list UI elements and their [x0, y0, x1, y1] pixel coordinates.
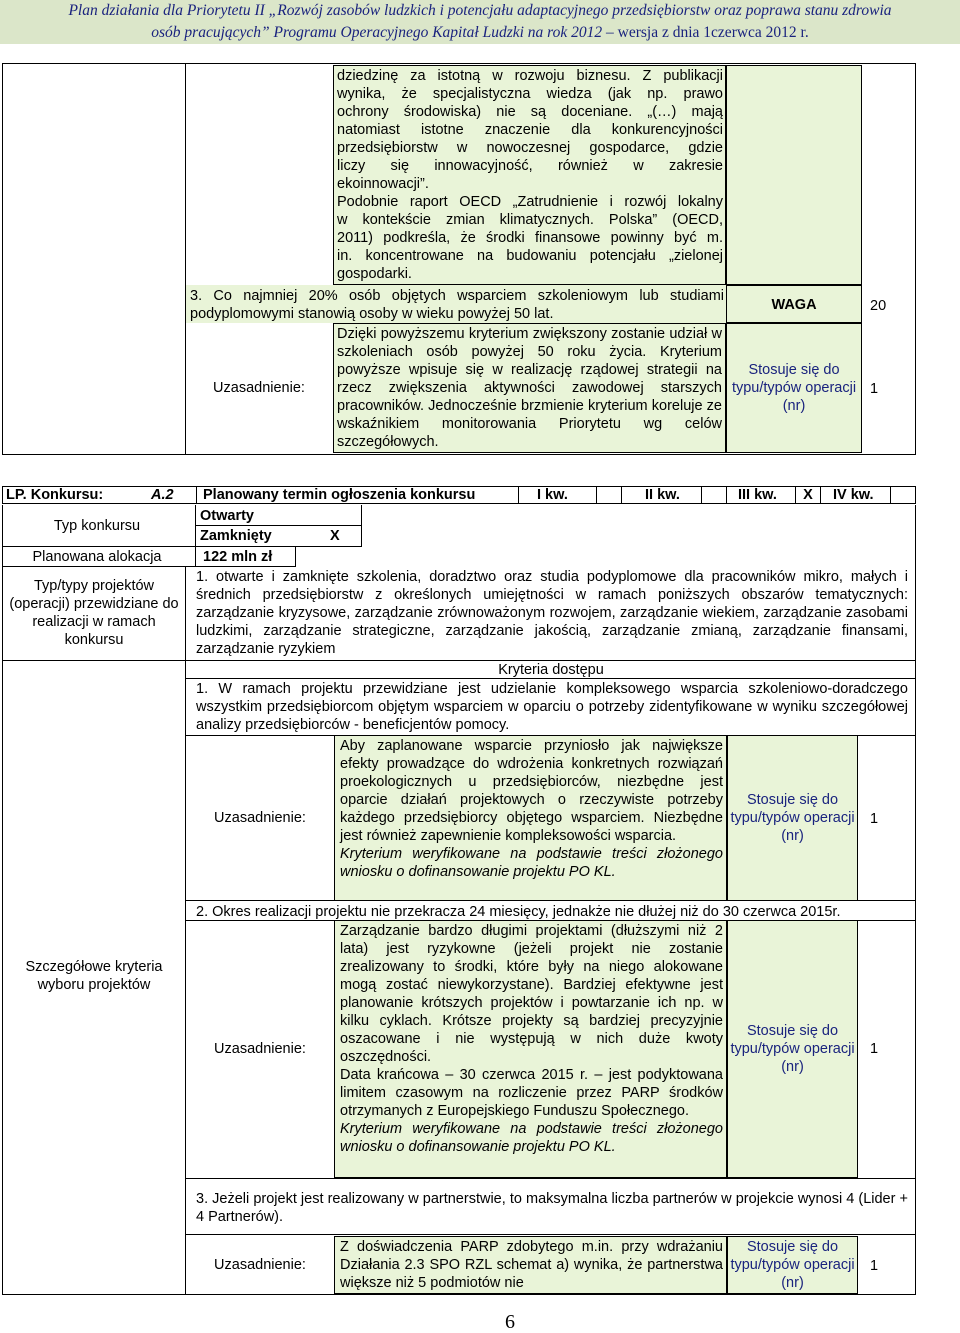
- continued-line: gospodarki.: [337, 266, 412, 282]
- waga-right-column: [726, 65, 862, 285]
- continued-line: natomiast istotne znaczenie dla konkurencyjności: [337, 122, 723, 138]
- uzas-label-top: Uzasadnienie:: [213, 380, 305, 396]
- termin-label: Planowany termin ogłoszenia konkursu: [203, 487, 476, 503]
- quarter-2-label: II kw.: [645, 487, 680, 503]
- header-line-2b: – wersja z dnia 1czerwca 2012 r.: [602, 24, 809, 41]
- criterion-2-applies: Stosuje się do typu/typów operacji (nr): [730, 1023, 855, 1075]
- criterion-1-uzas-body: Aby zaplanowane wsparcie przyniosło jak największe efekty prowadzące do wdrożenia konkretnych rozwiązań proekologicznych u przedsiębiorców, niezbędne jest oparcie działań projektowych o rzeczywiste potrzeby każdego przedsiębiorcy objętego wsparciem. Niezbędne jest również zapewnienie kompleksowości wsparcia.: [340, 738, 723, 844]
- continued-text: [337, 67, 723, 283]
- criterion-1-text: 1. W ramach projektu przewidziane jest udzielanie kompleksowego wsparcia szkoleniowo-doradczego wszystkim przedsiębiorcom objętym wsparciem w oparciu o potrzeby zidentyfikowane w wyniku szczegółowej analizy przedsiębiorców - beneficjentów pomocy.: [196, 681, 908, 733]
- otwarty-label: Otwarty: [200, 508, 254, 524]
- criterion-2-uzas-label: Uzasadnienie:: [214, 1041, 306, 1057]
- criterion-1-applies-nr: 1: [870, 811, 879, 827]
- typ-konkursu-label: Typ konkursu: [53, 518, 141, 534]
- criterion-3b-uzas-text: Z doświadczenia PARP zdobytego m.in. przy wdrażaniu Działania 2.3 SPO RZL schemat a) wynika, że partnerstwa większe niż 5 podmiotów nie: [340, 1239, 723, 1291]
- continued-line: Podobnie raport OECD „Zatrudnienie i rozwój lokalny: [337, 194, 723, 210]
- criterion-3b-text: 3. Jeżeli projekt jest realizowany w partnerstwie, to maksymalna liczba partnerów w projekcie wynosi 4 (Lider + 4 Partnerów).: [196, 1191, 908, 1225]
- continued-line: ochrony środowiska) nie są doceniane. „(…) mają: [337, 104, 723, 120]
- lp-divider: [196, 486, 197, 504]
- criterion-2-applies-nr: 1: [870, 1041, 879, 1057]
- quarter-3-mark: X: [803, 487, 813, 503]
- zamkniety-label: Zamknięty: [200, 528, 272, 544]
- zamkniety-mark: X: [330, 528, 340, 544]
- criterion-3b-uzas-label: Uzasadnienie:: [214, 1257, 306, 1273]
- header-line-2: [0, 23, 960, 43]
- top-left-column: [2, 63, 186, 455]
- alokacja-value: 122 mln zł: [203, 549, 273, 565]
- lp-value: A.2: [151, 487, 174, 503]
- quarter-3-label: III kw.: [738, 487, 777, 503]
- criterion-2-uzas-body: Zarządzanie bardzo długimi projektami (dłuższymi niż 2 lata) jest ryzykowne (jeżeli projekt nie zostanie zrealizowany to środki, które były na niego alokowane mogą zostać niewykorzystane). Bardziej efektywne jest planowanie krótszych projektów i powtarzanie ich np. w kilku cyklach. Krótsze projekty są bardziej precyzyjnie oszacowane i nie występują w nich duże kwoty oszczędności.: [340, 923, 723, 1065]
- criterion-3b-applies: Stosuje się do typu/typów operacji (nr): [730, 1239, 855, 1291]
- kryteria-dostepu-label: Kryteria dostępu: [498, 662, 604, 678]
- criterion-1-uzas-text: [340, 737, 723, 881]
- lp-label: LP. Konkursu:: [6, 487, 104, 503]
- continued-line: dziedzinę za istotną w rozwoju biznesu. Z publikacji: [337, 68, 723, 84]
- continued-line: in. koncentrowane na budowaniu potencjału „zielonej: [337, 248, 723, 264]
- continued-line: w kontekście zmian klimatycznych. Polska” (OECD,: [337, 212, 723, 228]
- szczegolowe-label: Szczegółowe kryteria wyboru projektów: [25, 959, 163, 993]
- continued-line: ekoinnowacji”.: [337, 176, 429, 192]
- quarter-4-label: IV kw.: [833, 487, 874, 503]
- quarter-1-box: [596, 486, 622, 504]
- criterion-1-uzas-label: Uzasadnienie:: [214, 810, 306, 826]
- criterion-1-uzas-italic: Kryterium weryfikowane na podstawie treści złożonego wniosku o dofinansowanie projektu PO KL.: [340, 846, 723, 880]
- header-line-1: Plan działania dla Priorytetu II „Rozwój zasobów ludzkich i potencjału adaptacyjnego przedsiębiorstw oraz poprawa stanu zdrowia: [68, 2, 892, 19]
- criterion-3b-applies-nr: 1: [870, 1258, 879, 1274]
- applies-text-top: Stosuje się do typu/typów operacji (nr): [731, 362, 857, 414]
- waga-value: 20: [870, 298, 887, 314]
- waga-label: WAGA: [771, 297, 817, 313]
- uzas-text-top: Dzięki powyższemu kryterium zwiększony zostanie udział w szkoleniach osób powyżej 50 roku życia. Kryterium powyższe wpisuje się w realizację rządowej strategii na rzecz zwiększenia aktywności zawodowej starszych pracowników. Jednocześnie brzmienie kryterium koreluje ze wskaźnikiem monitorowania Priorytetu wg celów szczegółowych.: [337, 326, 722, 450]
- criterion-1-applies: Stosuje się do typu/typów operacji (nr): [730, 792, 855, 844]
- criterion-2-uzas-italic: Kryterium weryfikowane na podstawie treści złożonego wniosku o dofinansowanie projektu PO KL.: [340, 1121, 723, 1155]
- criterion-2-uzas-body-2: Data krańcowa – 30 czerwca 2015 r. – jest podyktowana limitem czasowym na rozliczenie przez PARP środków otrzymanych z Europejskiego Funduszu Społecznego.: [340, 1067, 723, 1119]
- typy-text: 1. otwarte i zamknięte szkolenia, doradztwo oraz studia podyplomowe dla pracowników mikro, małych i średnich przedsiębiorstw z określonych umiejętności w ramach poniższych obszarów tematycznych: zarządzanie kryzysowe, zarządzanie zrównoważonym rozwojem, zarządzanie wiekiem, zarządzanie zasobami ludzkimi, zarządzanie strategiczne, zarządzanie jakością, zarządzanie zmianą, zarządzanie finansami, zarządzanie ryzykiem: [196, 569, 908, 657]
- quarter-4-box: [890, 486, 916, 504]
- continued-line: przedsiębiorstw w nowoczesnej gospodarce, gdzie: [337, 140, 723, 156]
- alokacja-label: Planowana alokacja: [32, 549, 162, 565]
- quarter-1-label: I kw.: [537, 487, 568, 503]
- criterion-3-text: 3. Co najmniej 20% osób objętych wsparciem szkoleniowym lub studiami podyplomowymi stanowią osoby w wieku powyżej 50 lat.: [190, 288, 724, 322]
- page-number: 6: [505, 1311, 515, 1333]
- quarter-3-box: [795, 486, 821, 504]
- applies-nr-top: 1: [870, 381, 879, 397]
- typy-label: Typ/typy projektów (operacji) przewidziane do realizacji w ramach konkursu: [9, 578, 179, 648]
- criterion-2-uzas-text: [340, 922, 723, 1156]
- page-header: [0, 0, 960, 44]
- header-line-2a: osób pracujących” Programu Operacyjnego Kapitał Ludzki na rok 2012: [151, 24, 603, 41]
- continued-line: 2011) podkreśla, że środki finansowe powinny być m.: [337, 230, 723, 246]
- continued-line: liczy się innowacyjność, również w zakresie: [337, 158, 723, 174]
- criterion-2-text: 2. Okres realizacji projektu nie przekracza 24 miesięcy, jednakże nie dłużej niż do 30 czerwca 2015r.: [196, 904, 841, 920]
- alokacja-value-cell: [196, 547, 296, 567]
- continued-line: wynika, że specjalistyczna wiedza (jak np. prawo: [337, 86, 723, 102]
- termin-divider: [518, 486, 519, 504]
- quarter-2-box: [701, 486, 727, 504]
